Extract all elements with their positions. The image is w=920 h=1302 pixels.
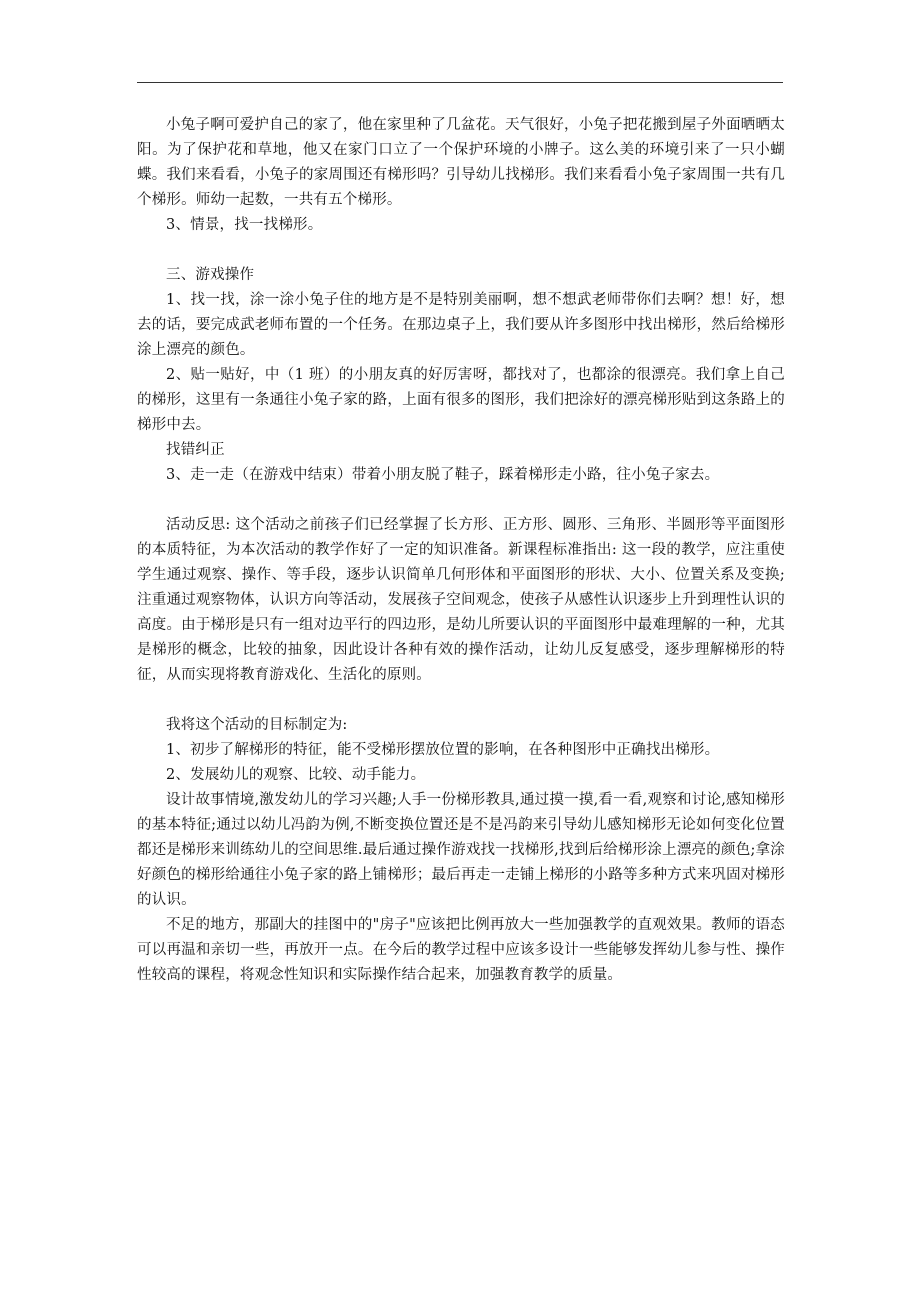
goal-1: 1、初步了解梯形的特征，能不受梯形摆放位置的影响，在各种图形中正确找出梯形。: [166, 742, 720, 758]
goals-intro: 我将这个活动的目标制定为:: [166, 717, 348, 733]
game-step-2: 2、贴一贴好，中（1 班）的小朋友真的好厉害呀，都找对了，也都涂的很漂亮。我们拿上自己的梯形，这里有一条通往小兔子家的路，上面有很多的图形，我们把涂好的漂亮梯形贴到这条路上的梯形中去。: [137, 367, 785, 433]
section-heading-game: 三、游戏操作: [166, 267, 255, 283]
reflection-paragraph: 活动反思: 这个活动之前孩子们已经掌握了长方形、正方形、圆形、三角形、半圆形等平面图形的本质特征，为本次活动的教学作好了一定的知识准备。新课程标准指出: 这一段的教学，应注重使学生通过观察、操作、等手段，逐步认识简单几何形体和平面图形的形状、大小、位置关系及变换;注重通过观察物体，认识方向等活动，发展孩子空间观念，使孩子从感性认识逐步上升到理性认识的高度。由于梯形是只有一组对边平行的四边形，是幼儿所要认识的平面图形中最难理解的一种，尤其是梯形的概念，比较的抽象，因此设计各种有效的操作活动，让幼儿反复感受，逐步理解梯形的特征，从而实现将教育游戏化、生活化的原则。: [137, 517, 785, 683]
step-3-scene: 3、情景，找一找梯形。: [166, 217, 323, 233]
goal-2: 2、发展幼儿的观察、比较、动手能力。: [166, 767, 426, 783]
game-step-1: 1、找一找，涂一涂小兔子住的地方是不是特别美丽啊，想不想武老师带你们去啊？想！好，想去的话，要完成武老师布置的一个任务。在那边桌子上，我们要从许多图形中找出梯形，然后给梯形涂上漂亮的颜色。: [137, 292, 785, 358]
find-correct: 找错纠正: [166, 442, 225, 458]
spacer: [137, 688, 785, 713]
header-rule: [137, 82, 783, 83]
design-paragraph: 设计故事情境,激发幼儿的学习兴趣;人手一份梯形教具,通过摸一摸,看一看,观察和讨论,感知梯形的基本特征;通过以幼儿冯韵为例,不断变换位置还是不是冯韵来引导幼儿感知梯形无论如何变化位置都还是梯形来训练幼儿的空间思维.最后通过操作游戏找一找梯形,找到后给梯形涂上漂亮的颜色;拿涂好颜色的梯形给通往小兔子家的路上铺梯形；最后再走一走铺上梯形的小路等多种方式来巩固对梯形的认识。: [137, 792, 785, 908]
spacer: [137, 238, 785, 263]
document-body: [137, 113, 785, 988]
spacer: [137, 488, 785, 513]
shortcomings-paragraph: 不足的地方，那副大的挂图中的"房子"应该把比例再放大一些加强教学的直观效果。教师的语态可以再温和亲切一些，再放开一点。在今后的教学过程中应该多设计一些能够发挥幼儿参与性、操作性较高的课程，将观念性知识和实际操作结合起来，加强教育教学的质量。: [137, 917, 785, 983]
story-paragraph: 小兔子啊可爱护自己的家了，他在家里种了几盆花。天气很好，小兔子把花搬到屋子外面晒晒太阳。为了保护花和草地，他又在家门口立了一个保护环境的小牌子。这么美的环境引来了一只小蝴蝶。我们来看看，小兔子的家周围还有梯形吗？引导幼儿找梯形。我们来看看小兔子家周围一共有几个梯形。师幼一起数，一共有五个梯形。: [137, 117, 785, 208]
game-step-3: 3、走一走（在游戏中结束）带着小朋友脱了鞋子，踩着梯形走小路，往小兔子家去。: [166, 467, 720, 483]
